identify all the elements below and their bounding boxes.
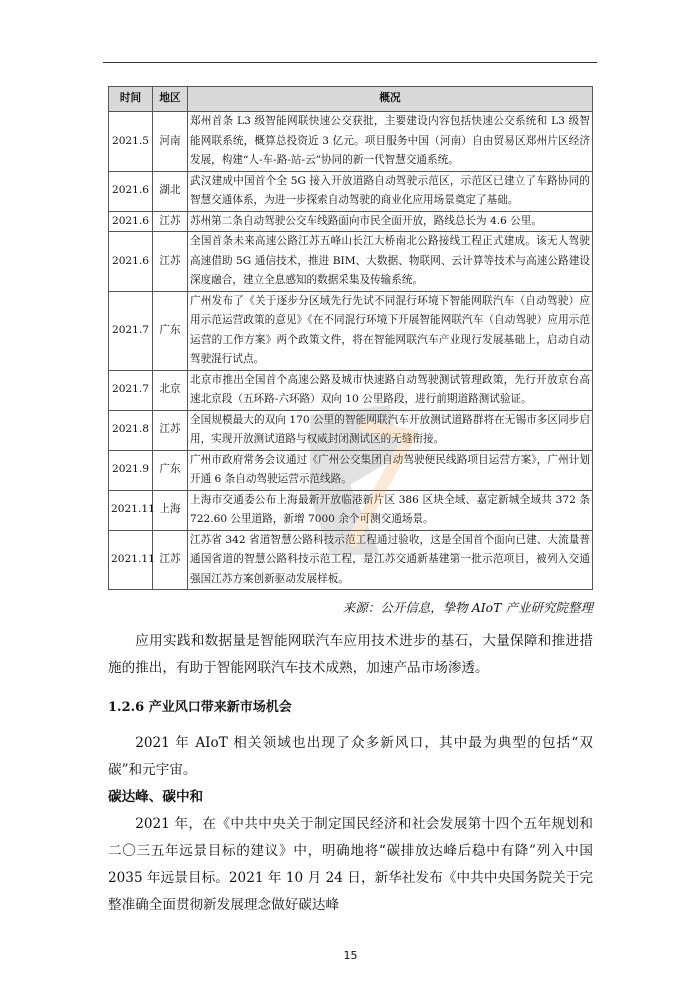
cell-region: 湖北 <box>153 171 188 211</box>
header-region: 地区 <box>153 87 188 112</box>
section-heading: 1.2.6 产业风口带来新市场机会 <box>108 700 292 715</box>
subheading: 碳达峰、碳中和 <box>108 789 204 805</box>
cell-region: 河南 <box>153 112 188 172</box>
cell-time: 2021.8 <box>109 410 153 450</box>
cell-region: 上海 <box>153 490 188 530</box>
cell-overview: 北京市推出全国首个高速公路及城市快速路自动驾驶测试管理政策，先行开放京台高速北京段（五环路-六环路）双向 10 公里路段，进行前期道路测试验证。 <box>188 370 593 410</box>
cell-time: 2021.6 <box>109 171 153 211</box>
table-row <box>109 370 593 410</box>
cell-overview: 武汉建成中国首个全 5G 接入开放道路自动驾驶示范区，示范区已建立了车路协同的智慧交通体系，为进一步探索自动驾驶的商业化应用场景奠定了基础。 <box>188 171 593 211</box>
header-rule <box>103 62 597 63</box>
table-row <box>109 410 593 450</box>
cell-region: 江苏 <box>153 530 188 590</box>
table-row <box>109 291 593 370</box>
cell-overview: 广州市政府常务会议通过《广州公交集团自动驾驶便民线路项目运营方案》，广州计划开通 6 条自动驾驶运营示范线路。 <box>188 450 593 490</box>
cell-overview: 全国规模最大的双向 170 公里的智能网联汽车开放测试道路群将在无锡市多区同步启用，实现开放测试道路与权威封闭测试区的无缝衔接。 <box>188 410 593 450</box>
table-row <box>109 232 593 292</box>
cell-region: 江苏 <box>153 211 188 232</box>
cell-region: 江苏 <box>153 232 188 292</box>
header-overview: 概况 <box>188 87 593 112</box>
table-header-row <box>109 87 593 112</box>
cell-time: 2021.6 <box>109 211 153 232</box>
table-row <box>109 112 593 172</box>
table-source: 来源：公开信息，挚物 AIoT 产业研究院整理 <box>342 600 593 615</box>
events-table <box>108 86 593 590</box>
cell-region: 广东 <box>153 450 188 490</box>
cell-time: 2021.11 <box>109 490 153 530</box>
cell-overview: 郑州首条 L3 级智能网联快速公交获批，主要建设内容包括快速公交系统和 L3 级智能网联系统，概算总投资近 3 亿元。项目服务中国（河南）自由贸易区郑州片区经济发展，构建“人-车-路-站-云”协同的新一代智慧交通系统。 <box>188 112 593 172</box>
table-row <box>109 490 593 530</box>
paragraph-3: 2021 年，在《中共中央关于制定国民经济和社会发展第十四个五年规划和二〇三五年远景目标的建议》中，明确地将“碳排放达峰后稳中有降”列入中国 2035 年远景目标。2021 年 10 月 24 日，新华社发布《中共中央国务院关于完整准确全面贯彻新发展理念做好碳达峰 <box>108 816 593 913</box>
cell-time: 2021.9 <box>109 450 153 490</box>
table-row <box>109 530 593 590</box>
cell-overview: 苏州第二条自动驾驶公交车线路面向市民全面开放，路线总长为 4.6 公里。 <box>188 211 593 232</box>
cell-overview: 全国首条未来高速公路江苏五峰山长江大桥南北公路接线工程正式建成。该无人驾驶高速借助 5G 通信技术，推进 BIM、大数据、物联网、云计算等技术与高速公路建设深度融合，建立全息感知的数据采集及传输系统。 <box>188 232 593 292</box>
header-time: 时间 <box>109 87 153 112</box>
page-number: 15 <box>343 949 358 962</box>
cell-time: 2021.5 <box>109 112 153 172</box>
cell-overview: 江苏省 342 省道智慧公路科技示范工程通过验收，这是全国首个面向已建、大流量普通国省道的智慧公路科技示范工程，是江苏交通新基建第一批示范项目，被列入交通强国江苏方案创新驱动发展样板。 <box>188 530 593 590</box>
cell-region: 广东 <box>153 291 188 370</box>
paragraph-1: 应用实践和数据量是智能网联汽车应用技术进步的基石，大量保障和推进措施的推出，有助于智能网联汽车技术成熟，加速产品市场渗透。 <box>108 633 593 676</box>
cell-region: 江苏 <box>153 410 188 450</box>
cell-region: 北京 <box>153 370 188 410</box>
cell-time: 2021.6 <box>109 232 153 292</box>
table-row <box>109 211 593 232</box>
cell-time: 2021.7 <box>109 370 153 410</box>
cell-time: 2021.7 <box>109 291 153 370</box>
table-row <box>109 450 593 490</box>
cell-overview: 广州发布了《关于逐步分区域先行先试不同混行环境下智能网联汽车（自动驾驶）应用示范运营政策的意见》《在不同混行环境下开展智能网联汽车（自动驾驶）应用示范运营的工作方案》两个政策文件，将在智能网联汽车产业现行发展基础上，启动自动驾驶混行试点。 <box>188 291 593 370</box>
paragraph-2: 2021 年 AIoT 相关领域也出现了众多新风口，其中最为典型的包括“双碳”和元宇宙。 <box>108 735 593 778</box>
cell-time: 2021.11 <box>109 530 153 590</box>
table-row <box>109 171 593 211</box>
cell-overview: 上海市交通委公布上海最新开放临港新片区 386 区块全域、嘉定新城全域共 372 条 722.60 公里道路，新增 7000 余个可测交通场景。 <box>188 490 593 530</box>
